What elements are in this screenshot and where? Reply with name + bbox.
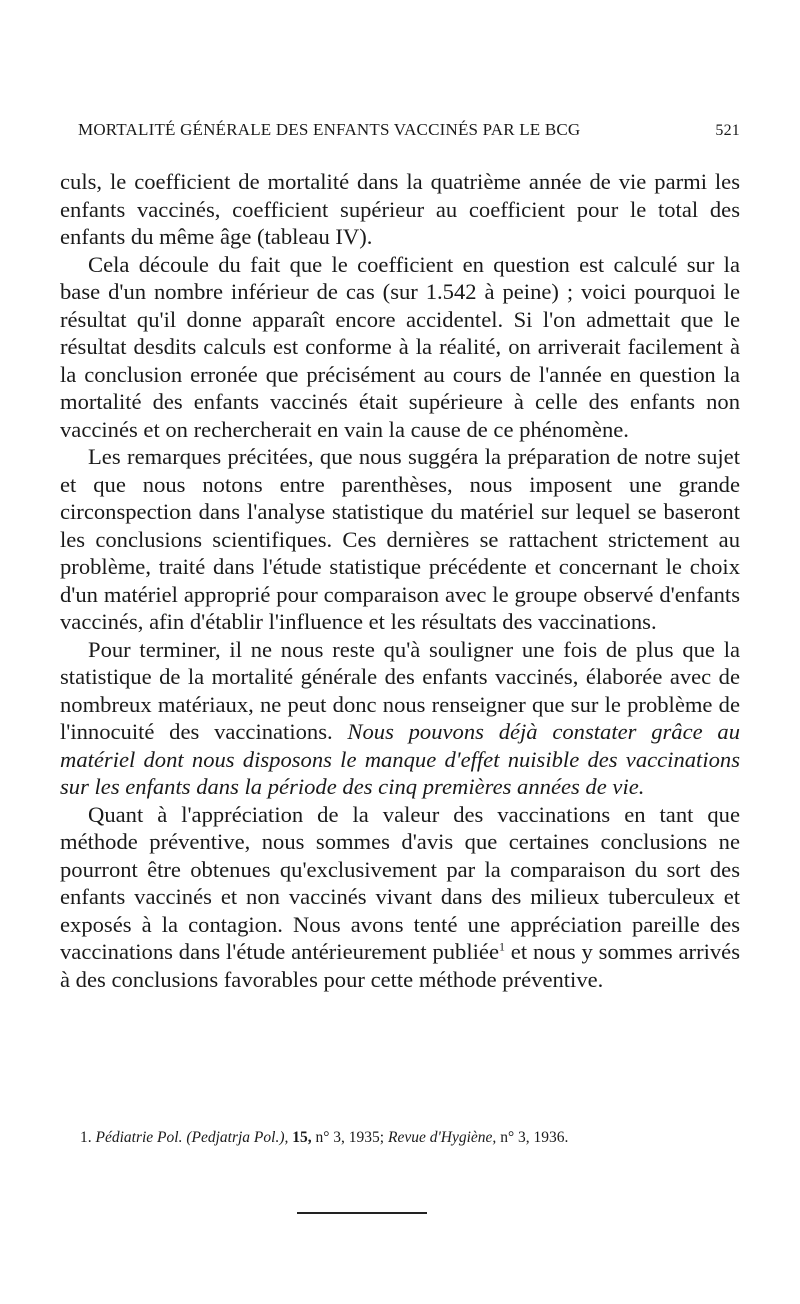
end-rule — [297, 1212, 427, 1214]
page-number: 521 — [715, 122, 740, 139]
footnote-issue-2: n° 3, 1936. — [500, 1129, 569, 1146]
footnote-journal-1: Pédiatrie Pol. (Pedjatrja Pol.), — [95, 1129, 289, 1146]
paragraph-5-text-b: et nous y sommes arrivés à des conclusions favorables pour cette méthode préventive. — [60, 939, 740, 992]
paragraph-3: Les remarques précitées, que nous suggéra la préparation de notre sujet et que nous notons entre parenthèses, nous imposent une grande circonspection dans l'analyse statistique du matériel sur lequel se baseront les conclusions scientifiques. Ces dernières se rattachent strictement au problème, traité dans l'étude statistique précédente et concernant le choix d'un matériel approprié pour comparaison avec le groupe observé d'enfants vaccinés, afin d'établir l'influence et les résultats des vaccinations. — [60, 444, 740, 634]
running-title: MORTALITÉ GÉNÉRALE DES ENFANTS VACCINÉS PAR LE BCG — [78, 120, 581, 139]
footnote-reference: 1 — [498, 939, 505, 954]
paragraph-5 — [60, 801, 740, 994]
footnote — [80, 1128, 740, 1148]
paragraph-4-italic-conclusion: Nous pouvons déjà constater grâce au matériel dont nous disposons le manque d'effet nuisible des vaccinations sur les enfants dans la période des cinq premières années de vie. — [60, 719, 740, 799]
footnote-journal-2: Revue d'Hygiène, — [388, 1129, 497, 1146]
paragraph-4-roman: Pour terminer, il ne nous reste qu'à souligner une fois de plus que la statistique de la mortalité générale des enfants vaccinés, élaborée avec de nombreux matériaux, ne peut donc nous renseigner que sur le problème de l'innocuité des vaccinations. — [60, 636, 740, 744]
footnote-number: 1. — [80, 1129, 92, 1146]
paragraph-2: Cela découle du fait que le coefficient en question est calculé sur la base d'un nombre inférieur de cas (sur 1.542 à peine) ; voici pourquoi le résultat qu'il donne apparaît encore accidentel. Si l'on admettait que le résultat desdits calculs est conforme à la réalité, on arriverait facilement à la conclusion erronée que précisément au cours de l'année en question la mortalité des enfants vaccinés était supérieure à celle des enfants non vaccinés et on rechercherait en vain la cause de ce phénomène. — [60, 251, 740, 442]
footnote-volume-1: 15, — [292, 1129, 312, 1146]
running-head — [78, 120, 740, 140]
paragraph-4 — [60, 636, 740, 801]
paragraph-5-text-a: Quant à l'appréciation de la valeur des vaccinations en tant que méthode préventive, nous sommes d'avis que certaines conclusions ne pourront être obtenues qu'exclusivement par la comparaison du sort des enfants vaccinés et non vaccinés vivant dans des milieux tuberculeux et exposés à la contagion. Nous avons tenté une appréciation pareille des vaccinations dans l'étude antérieurement publiée — [60, 801, 740, 964]
paragraph-1: culs, le coefficient de mortalité dans la quatrième année de vie parmi les enfants vaccinés, coefficient supérieur au coefficient pour le total des enfants du même âge (tableau IV). — [60, 169, 740, 249]
footnote-issue-1: n° 3, 1935; — [315, 1129, 385, 1146]
body-text — [60, 168, 740, 993]
